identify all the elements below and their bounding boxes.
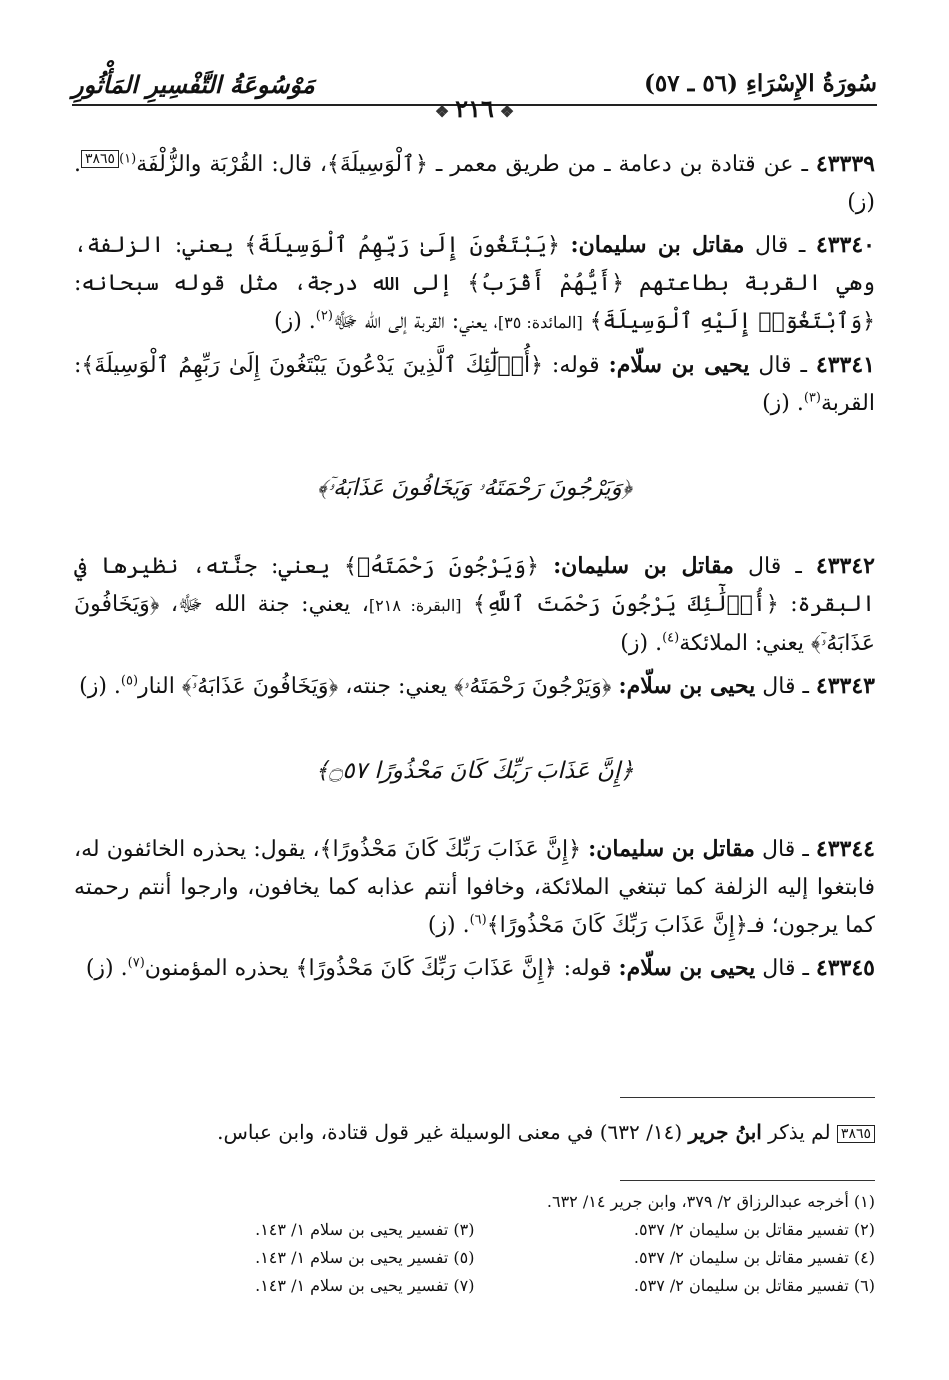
ornament-icon: ❖ [434, 102, 450, 121]
entry-tail: . (ز) [427, 913, 470, 938]
footnote: (٦) تفسير مقاتل بن سليمان ٢/ ٥٣٧. [633, 1276, 875, 1295]
narrator-name: يحيى بن سلّام: [618, 673, 756, 699]
footnote: (١) أخرجه عبدالرزاق ٢/ ٣٧٩، وابن جرير ١٤/ ٦٣٢. [546, 1192, 875, 1211]
footnote-row [74, 1272, 875, 1300]
entry-number: ٤٣٣٣٩ [815, 151, 875, 177]
narration-entry [74, 346, 875, 423]
commentary-ref-box: ٣٨٦٥ [81, 150, 119, 168]
surah-title: سُورَةُ الإِسْرَاءِ (٥٦ ـ ٥٧) [644, 70, 877, 97]
book-title: مَوْسُوعَةُ التَّفْسِيرِ المَأْثُورِ [72, 70, 315, 99]
narrator-name: مقاتل بن سليمان: [553, 553, 734, 579]
footnote: (٧) تفسير يحيى بن سلام ١/ ١٤٣. [255, 1276, 475, 1295]
entry-number: ٤٣٣٤٢ [815, 553, 875, 579]
narration-entry [74, 667, 875, 706]
entry-tail: . (ز) [620, 631, 663, 656]
entry-text: ـ عن قتادة بن دعامة ـ من طريق معمر ـ ﴿ٱلْوَسِيلَةَ﴾، قال: القُرْبَة والزُّلْفَة [136, 152, 808, 177]
narrator-name: يحيى بن سلّام: [608, 352, 750, 378]
footnote-ref: (٣) [803, 390, 821, 406]
narrator-name: يحيى بن سلّام: [618, 955, 756, 981]
footnotes [74, 1188, 875, 1300]
footnotes-rule [620, 1180, 875, 1181]
verse-reference: [البقرة: ٢١٨] [368, 596, 462, 615]
verse-reference: [المائدة: ٣٥] [497, 313, 583, 332]
footnote: (٢) تفسير مقاتل بن سليمان ٢/ ٥٣٧. [633, 1220, 875, 1239]
entry-tail: . (ز) [85, 956, 128, 981]
commentary-rule [620, 1097, 875, 1098]
page-number: ٢١٦ [455, 94, 494, 123]
entry-text: ﴿وَيَرْجُونَ رَحْمَتَهُۥ﴾ يعني: جنته، ﴿وَيَخَافُونَ عَذَابَهُۥٓ﴾ النار [138, 674, 612, 699]
entry-number: ٤٣٣٤٣ [815, 673, 875, 699]
entry-number: ٤٣٣٤١ [815, 352, 875, 378]
footnote-row [74, 1216, 875, 1244]
commentary-prefix: لم يذكر [768, 1120, 831, 1144]
page-body [74, 145, 875, 992]
entry-text: قوله: ﴿أُو۟لَٰٓئِكَ ٱلَّذِينَ يَدْعُونَ يَبْتَغُونَ إِلَىٰ رَبِّهِمُ ٱلْوَسِيلَةَ﴾: القربة [74, 353, 875, 416]
commentary-ref-box: ٣٨٦٥ [837, 1125, 875, 1143]
commentary-text: (١٤/ ٦٣٢) في معنى الوسيلة غير قول قتادة، وابن عباس. [217, 1120, 683, 1144]
entry-text: ﴿وَيَرْجُونَ رَحْمَتَهُۥ﴾ يعني: جنَّته، نظيرها في البقرة: ﴿أُو۟لَٰٓئِكَ يَرْجُونَ رَحْمَتَ ٱللَّهِ﴾ [74, 554, 876, 617]
footnote-ref: (٥) [120, 673, 139, 689]
entry-tail: . (ز) [74, 152, 875, 215]
narration-entry [74, 145, 875, 222]
ornament-icon: ❖ [499, 102, 515, 121]
footnote-ref: (٤) [662, 630, 680, 646]
entry-prefix: ـ قال [755, 233, 806, 258]
entry-prefix: ـ قال [758, 353, 807, 378]
footnote: (٥) تفسير يحيى بن سلام ١/ ١٤٣. [255, 1248, 475, 1267]
footnote: (٤) تفسير مقاتل بن سليمان ٢/ ٥٣٧. [633, 1248, 875, 1267]
narration-entry [74, 226, 875, 342]
entry-tail: . (ز) [79, 674, 121, 699]
footnote-row [74, 1244, 875, 1272]
narration-entry [74, 830, 875, 945]
entry-text: قوله: ﴿إِنَّ عَذَابَ رَبِّكَ كَانَ مَحْذُورًا﴾ يحذره المؤمنون [144, 956, 612, 981]
verse-heading: ﴿إِنَّ عَذَابَ رَبِّكَ كَانَ مَحْذُورًا ۝٥٧﴾ [315, 758, 634, 784]
entry-text-continued: ، يعني: القربة إلى الله ﷻ [332, 309, 498, 334]
footnote-ref: (٦) [469, 912, 487, 928]
footnote-ref: (٢) [315, 308, 333, 324]
entry-prefix: ـ قال [762, 674, 809, 699]
narrator-name: مقاتل بن سليمان: [588, 836, 755, 862]
footnote-ref: (٧) [127, 955, 145, 971]
verse-heading: ﴿وَيَرْجُونَ رَحْمَتَهُۥ وَيَخَافُونَ عَذَابَهُۥٓ﴾ [317, 475, 632, 501]
footnote: (٣) تفسير يحيى بن سلام ١/ ١٤٣. [255, 1220, 475, 1239]
entry-text: ﴿يَبْتَغُونَ إِلَىٰ رَبِّهِمُ ٱلْوَسِيلَةَ﴾ يعني: الزلفة، وهي القربة بطاعتهم ﴿أَيُّهُمْ أَقْرَبُ﴾ إلى الله درجة، مثل قوله سبحانه: ﴿وَٱبْتَغُوٓا۟ إِلَيْهِ ٱلْوَسِيلَةَ﴾ [74, 233, 875, 334]
narration-entry [74, 949, 875, 988]
commentary-name: ابنُ جرير [688, 1120, 762, 1144]
entry-prefix: ـ قال [762, 837, 809, 862]
entry-number: ٤٣٣٤٥ [815, 955, 875, 981]
entry-tail: . (ز) [762, 391, 804, 416]
footnote-ref: (١) [119, 151, 137, 167]
entry-text-continued: ، يعني: جنة الله ﷻ، ﴿وَيَخَافُونَ عَذَابَهُۥٓ﴾ يعني: الملائكة [74, 592, 875, 656]
entry-number: ٤٣٣٤٤ [815, 836, 875, 862]
narration-entry [74, 547, 875, 663]
entry-text: ﴿إِنَّ عَذَابَ رَبِّكَ كَانَ مَحْذُورًا﴾، يقول: يحذره الخائفون له، فابتغوا إليه الزلفة كما تبتغي الملائكة، وخافوا أنتم عذابه كما يخافون، وارجوا أنتم رحمته كما يرجون؛ فـ﴿إِنَّ عَذَابَ رَبِّكَ كَانَ مَحْذُورًا﴾ [74, 837, 875, 938]
editor-commentary [74, 1116, 875, 1148]
narrator-name: مقاتل بن سليمان: [570, 232, 745, 258]
entry-number: ٤٣٣٤٠ [815, 232, 875, 258]
entry-tail: . (ز) [274, 309, 316, 334]
page-number-line [0, 94, 949, 123]
entry-prefix: ـ قال [762, 956, 809, 981]
entry-prefix: ـ قال [748, 554, 802, 579]
